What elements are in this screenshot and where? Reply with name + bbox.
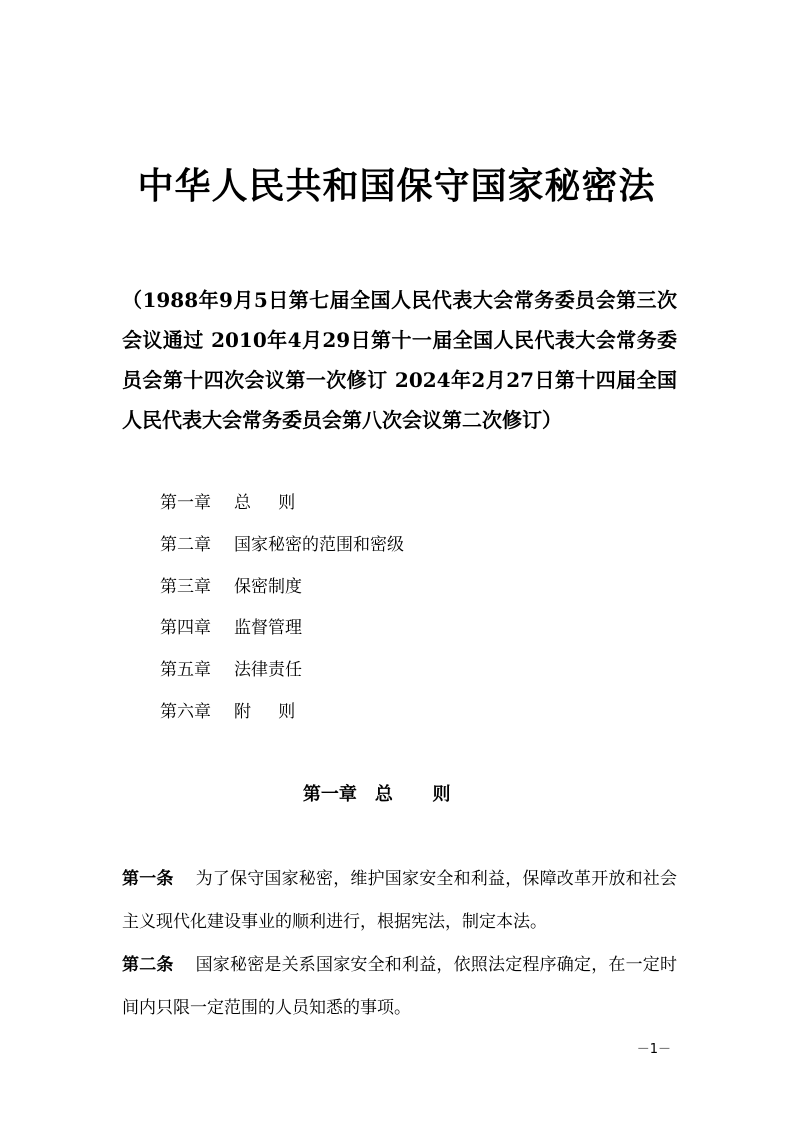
toc-chapter-name: 法律责任 (234, 660, 302, 681)
article-list (122, 858, 677, 1030)
toc-chapter-number: 第六章 (160, 701, 211, 722)
toc-chapter-name: 总则 (234, 493, 323, 513)
chapter-heading-name: 总则 (374, 784, 491, 805)
toc-item (160, 613, 404, 655)
toc-chapter-number: 第五章 (160, 660, 211, 681)
toc-chapter-number: 第四章 (160, 618, 211, 639)
article-text: 为了保守国家秘密，维护国家安全和利益，保障改革开放和社会主义现代化建设事业的顺利进行，根据宪法，制定本法。 (122, 869, 678, 932)
toc-chapter-number: 第一章 (160, 493, 211, 513)
toc-chapter-name: 保密制度 (234, 576, 302, 597)
document-title: 中华人民共和国保守国家秘密法 (137, 166, 656, 207)
page-number: －1－ (636, 1042, 671, 1057)
toc-chapter-number: 第二章 (160, 534, 211, 555)
revision-history: （1988年9月5日第七届全国人民代表大会常务委员会第三次会议通过 2010年4月29日第十一届全国人民代表大会常务委员会第十四次会议第一次修订 2024年2月27日第十四届全国人民代表大会常务委员会第八次会议第二次修订） (122, 288, 677, 432)
article-label: 第二条 (122, 955, 174, 975)
chapter-heading-number: 第一章 (302, 784, 357, 805)
toc-item (160, 530, 404, 572)
toc-chapter-name: 附则 (234, 701, 323, 722)
article (122, 858, 677, 944)
toc-item (160, 572, 404, 614)
article (122, 944, 677, 1030)
table-of-contents (160, 488, 404, 739)
chapter-heading (0, 780, 793, 810)
toc-chapter-name: 监督管理 (234, 618, 302, 639)
toc-item (160, 697, 404, 739)
toc-item (160, 488, 404, 530)
toc-chapter-number: 第三章 (160, 576, 211, 597)
article-label: 第一条 (122, 869, 174, 889)
toc-chapter-name: 国家秘密的范围和密级 (234, 534, 404, 555)
toc-item (160, 655, 404, 697)
article-text: 国家秘密是关系国家安全和利益，依照法定程序确定，在一定时间内只限一定范围的人员知悉的事项。 (122, 955, 678, 1018)
